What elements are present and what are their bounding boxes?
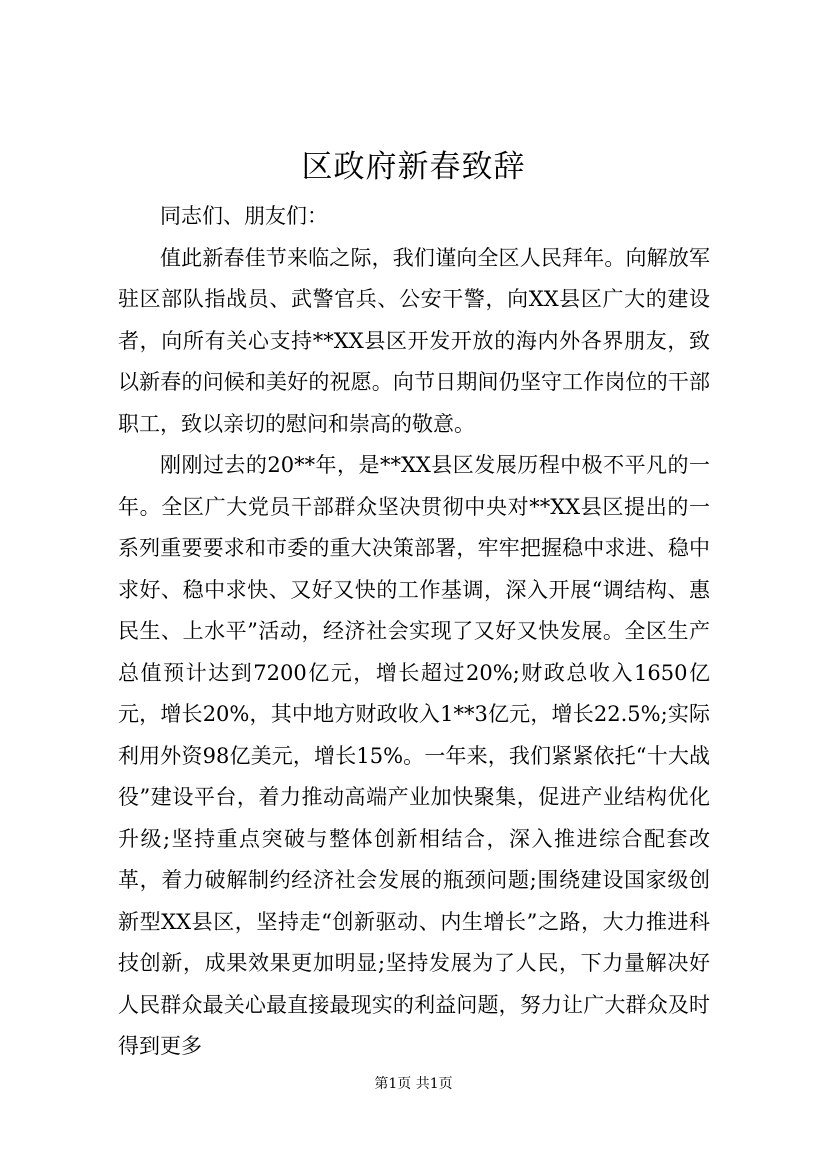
paragraph-2: 刚刚过去的20**年，是**XX县区发展历程中极不平凡的一年。全区广大党员干部群众坚决贯彻中央对**XX县区提出的一系列重要要求和市委的重大决策部署，牢牢把握稳中求进、稳中求好、稳中求快、又好又快的工作基调，深入开展“调结构、惠民生、上水平”活动，经济社会实现了又好又快发展。全区生产总值预计达到7200亿元，增长超过20%;财政总收入1650亿元，增长20%，其中地方财政收入1**3亿元，增长22.5%;实际利用外资98亿美元，增长15%。一年来，我们紧紧依托“十大战役”建设平台，着力推动高端产业加快聚集，促进产业结构优化升级;坚持重点突破与整体创新相结合，深入推进综合配套改革，着力破解制约经济社会发展的瓶颈问题;围绕建设国家级创新型XX县区，坚持走“创新驱动、内生增长”之路，大力推进科技创新，成果效果更加明显;坚持发展为了人民，下力量解决好人民群众最关心最直接最现实的利益问题，努力让广大群众及时得到更多 <box>118 453 710 1058</box>
document-body <box>118 196 710 1068</box>
document-title: 区政府新春致辞 <box>301 149 526 185</box>
paragraph-1: 值此新春佳节来临之际，我们谨向全区人民拜年。向解放军驻区部队指战员、武警官兵、公安干警，向XX县区广大的建设者，向所有关心支持**XX县区开发开放的海内外各界朋友，致以新春的问候和美好的祝愿。向节日期间仍坚守工作岗位的干部职工，致以亲切的慰问和崇高的敬意。 <box>118 245 710 436</box>
page-footer: 第1页 共1页 <box>374 1076 453 1092</box>
salutation: 同志们、朋友们： <box>160 204 328 228</box>
